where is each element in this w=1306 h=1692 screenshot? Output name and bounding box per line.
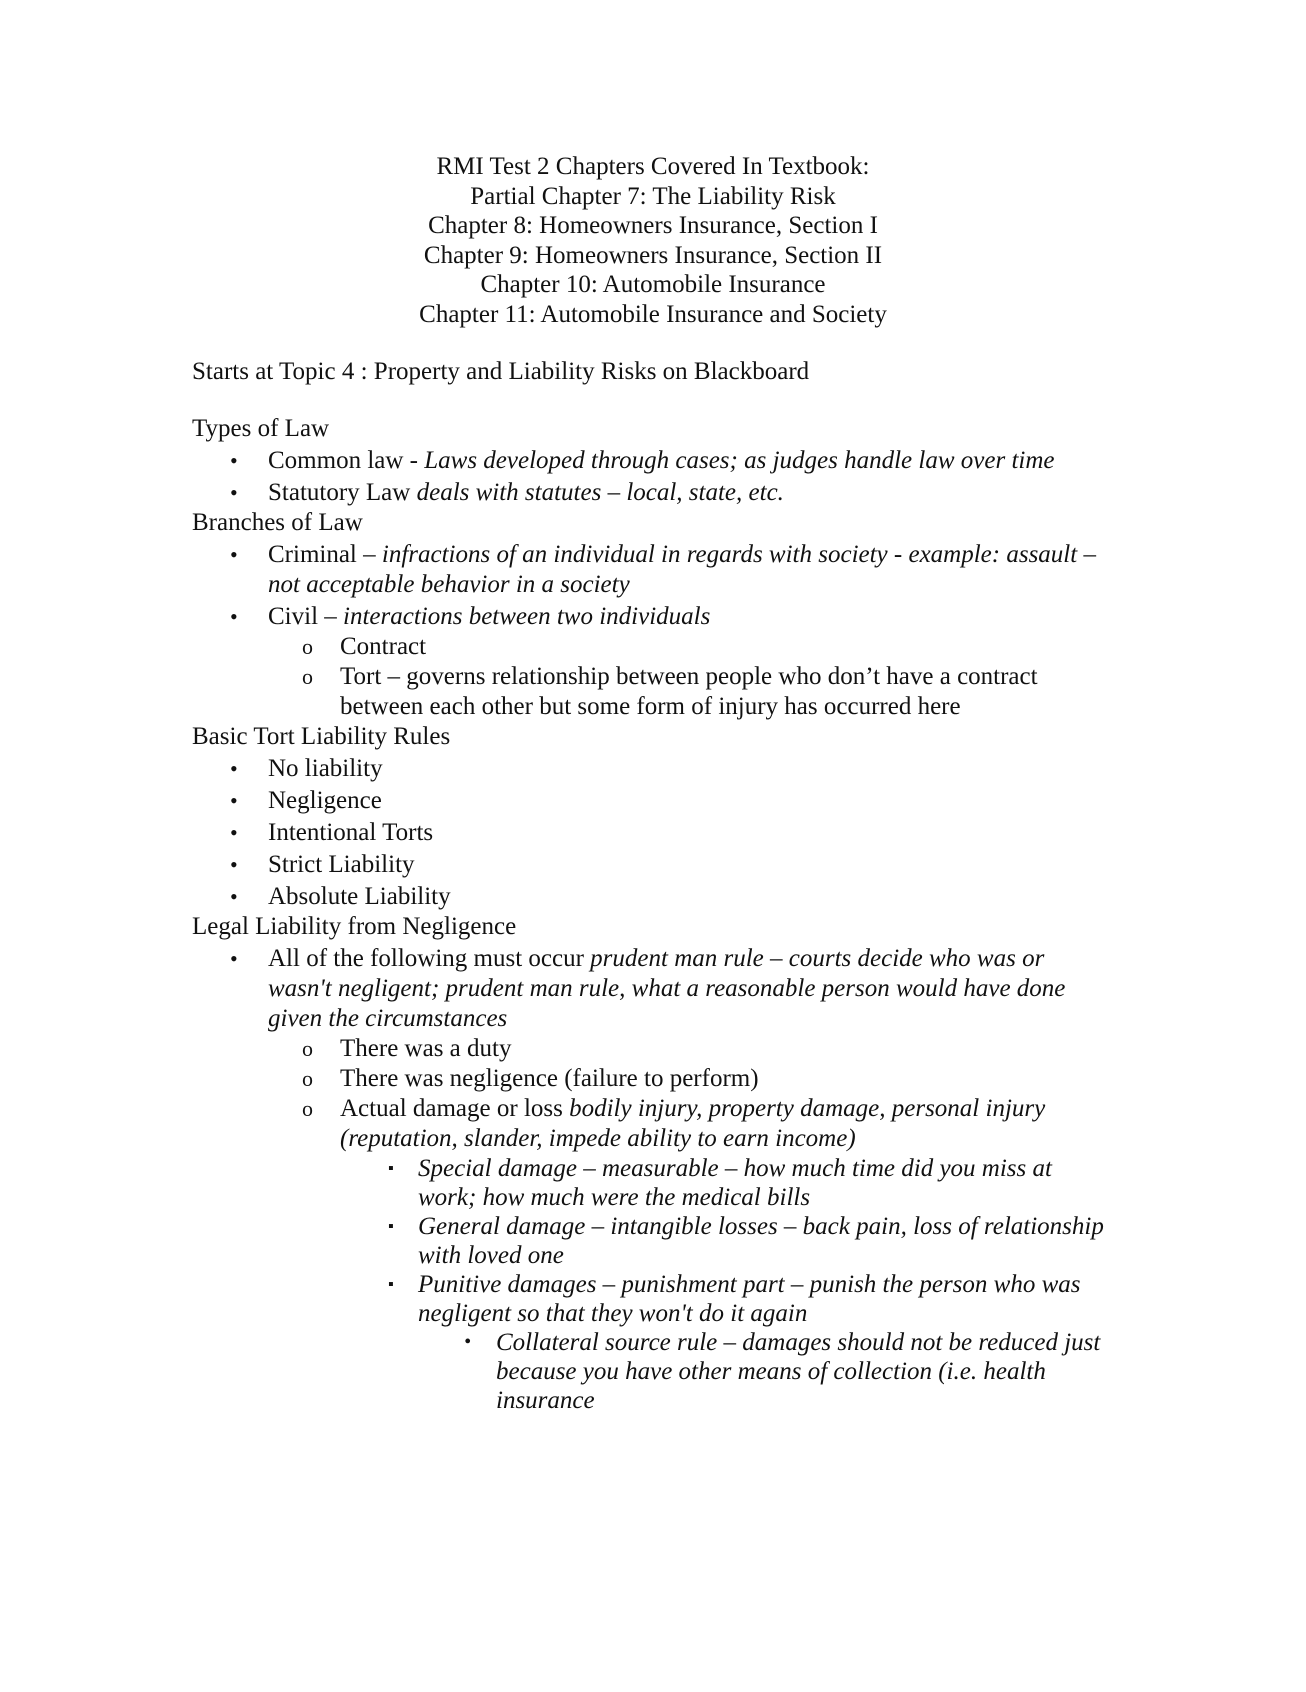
punitive-sublist bbox=[418, 1328, 1112, 1415]
header-chapter-7: Partial Chapter 7: The Liability Risk bbox=[470, 182, 836, 210]
negligence-sublist bbox=[192, 1034, 1112, 1415]
desc-criminal: infractions of an individual in regards with society - example: assault – not acceptable behavior in a society bbox=[268, 541, 1096, 598]
negligence-list bbox=[192, 944, 1112, 1415]
desc-prudent-man-rule: prudent man rule – courts decide who was or wasn't negligent; prudent man rule, what a reasonable person would have done given the circumstances bbox=[268, 945, 1066, 1032]
document-header bbox=[0, 152, 1306, 329]
list-item-tort: o Tort – governs relationship between people who don’t have a contract between each other but some form of injury has occurred here bbox=[340, 662, 1112, 722]
header-chapter-8: Chapter 8: Homeowners Insurance, Section I bbox=[428, 212, 878, 239]
term-actual-damage: Actual damage or loss bbox=[340, 1095, 570, 1122]
desc-actual-damage: bodily injury, property damage, personal injury (reputation, slander, impede ability to earn income) bbox=[340, 1095, 1046, 1152]
damage-types-list bbox=[340, 1154, 1112, 1415]
list-item-general-damage: ▪ General damage – intangible losses – back pain, loss of relationship with loved one bbox=[418, 1212, 1112, 1270]
term-civil: Civil – bbox=[268, 603, 344, 630]
branches-of-law-list bbox=[192, 540, 1112, 722]
heading-types-of-law: Types of Law bbox=[192, 415, 330, 442]
header-chapter-11: Chapter 11: Automobile Insurance and Society bbox=[419, 300, 887, 328]
desc-statutory-law: deals with statutes – local, state, etc. bbox=[416, 479, 784, 506]
types-of-law-list bbox=[192, 446, 1112, 508]
list-item-negligence: o There was negligence (failure to perform) bbox=[340, 1064, 1112, 1094]
list-item: • Intentional Torts bbox=[192, 818, 1112, 848]
intro-text: Starts at Topic 4 : Property and Liability Risks on Blackboard bbox=[192, 358, 810, 385]
heading-tort-rules: Basic Tort Liability Rules bbox=[192, 723, 451, 750]
list-item bbox=[192, 446, 1112, 476]
desc-common-law: - Laws developed through cases; as judges handle law over time bbox=[409, 447, 1055, 474]
heading-negligence: Legal Liability from Negligence bbox=[192, 913, 517, 940]
header-chapter-10: Chapter 10: Automobile Insurance bbox=[480, 271, 826, 298]
list-item bbox=[192, 540, 1112, 600]
header-chapter-9: Chapter 9: Homeowners Insurance, Section II bbox=[423, 241, 883, 269]
civil-sublist bbox=[192, 632, 1112, 722]
list-item: • Negligence bbox=[192, 786, 1112, 816]
list-item: • Absolute Liability bbox=[192, 882, 1112, 912]
list-item bbox=[192, 478, 1112, 508]
term-common-law: Common law bbox=[268, 447, 410, 474]
list-item-contract: o Contract bbox=[340, 632, 1112, 662]
list-item-collateral-source-rule: • Collateral source rule – damages should not be reduced just because you have other means of collection (i.e. health insurance bbox=[496, 1328, 1112, 1415]
list-item-damage bbox=[340, 1094, 1112, 1415]
list-item-duty: o There was a duty bbox=[340, 1034, 1112, 1064]
list-item-punitive-damages bbox=[418, 1270, 1112, 1415]
punitive-text: Punitive damages – punishment part – punish the person who was negligent so that they won't do it again bbox=[418, 1271, 1081, 1327]
header-title: RMI Test 2 Chapters Covered In Textbook: bbox=[436, 153, 870, 180]
list-item: • No liability bbox=[192, 754, 1112, 784]
heading-branches-of-law: Branches of Law bbox=[192, 509, 363, 536]
list-item: • Strict Liability bbox=[192, 850, 1112, 880]
list-item bbox=[192, 944, 1112, 1415]
list-item-special-damage: ▪ Special damage – measurable – how much time did you miss at work; how much were the medical bills bbox=[418, 1154, 1112, 1212]
term-statutory-law: Statutory Law bbox=[268, 479, 417, 506]
desc-civil: interactions between two individuals bbox=[343, 603, 711, 630]
tort-rules-list bbox=[192, 754, 1112, 912]
notes-body bbox=[192, 414, 1112, 1415]
list-item bbox=[192, 602, 1112, 722]
term-criminal: Criminal – bbox=[268, 541, 382, 568]
term-must-occur: All of the following must occur bbox=[268, 945, 591, 972]
